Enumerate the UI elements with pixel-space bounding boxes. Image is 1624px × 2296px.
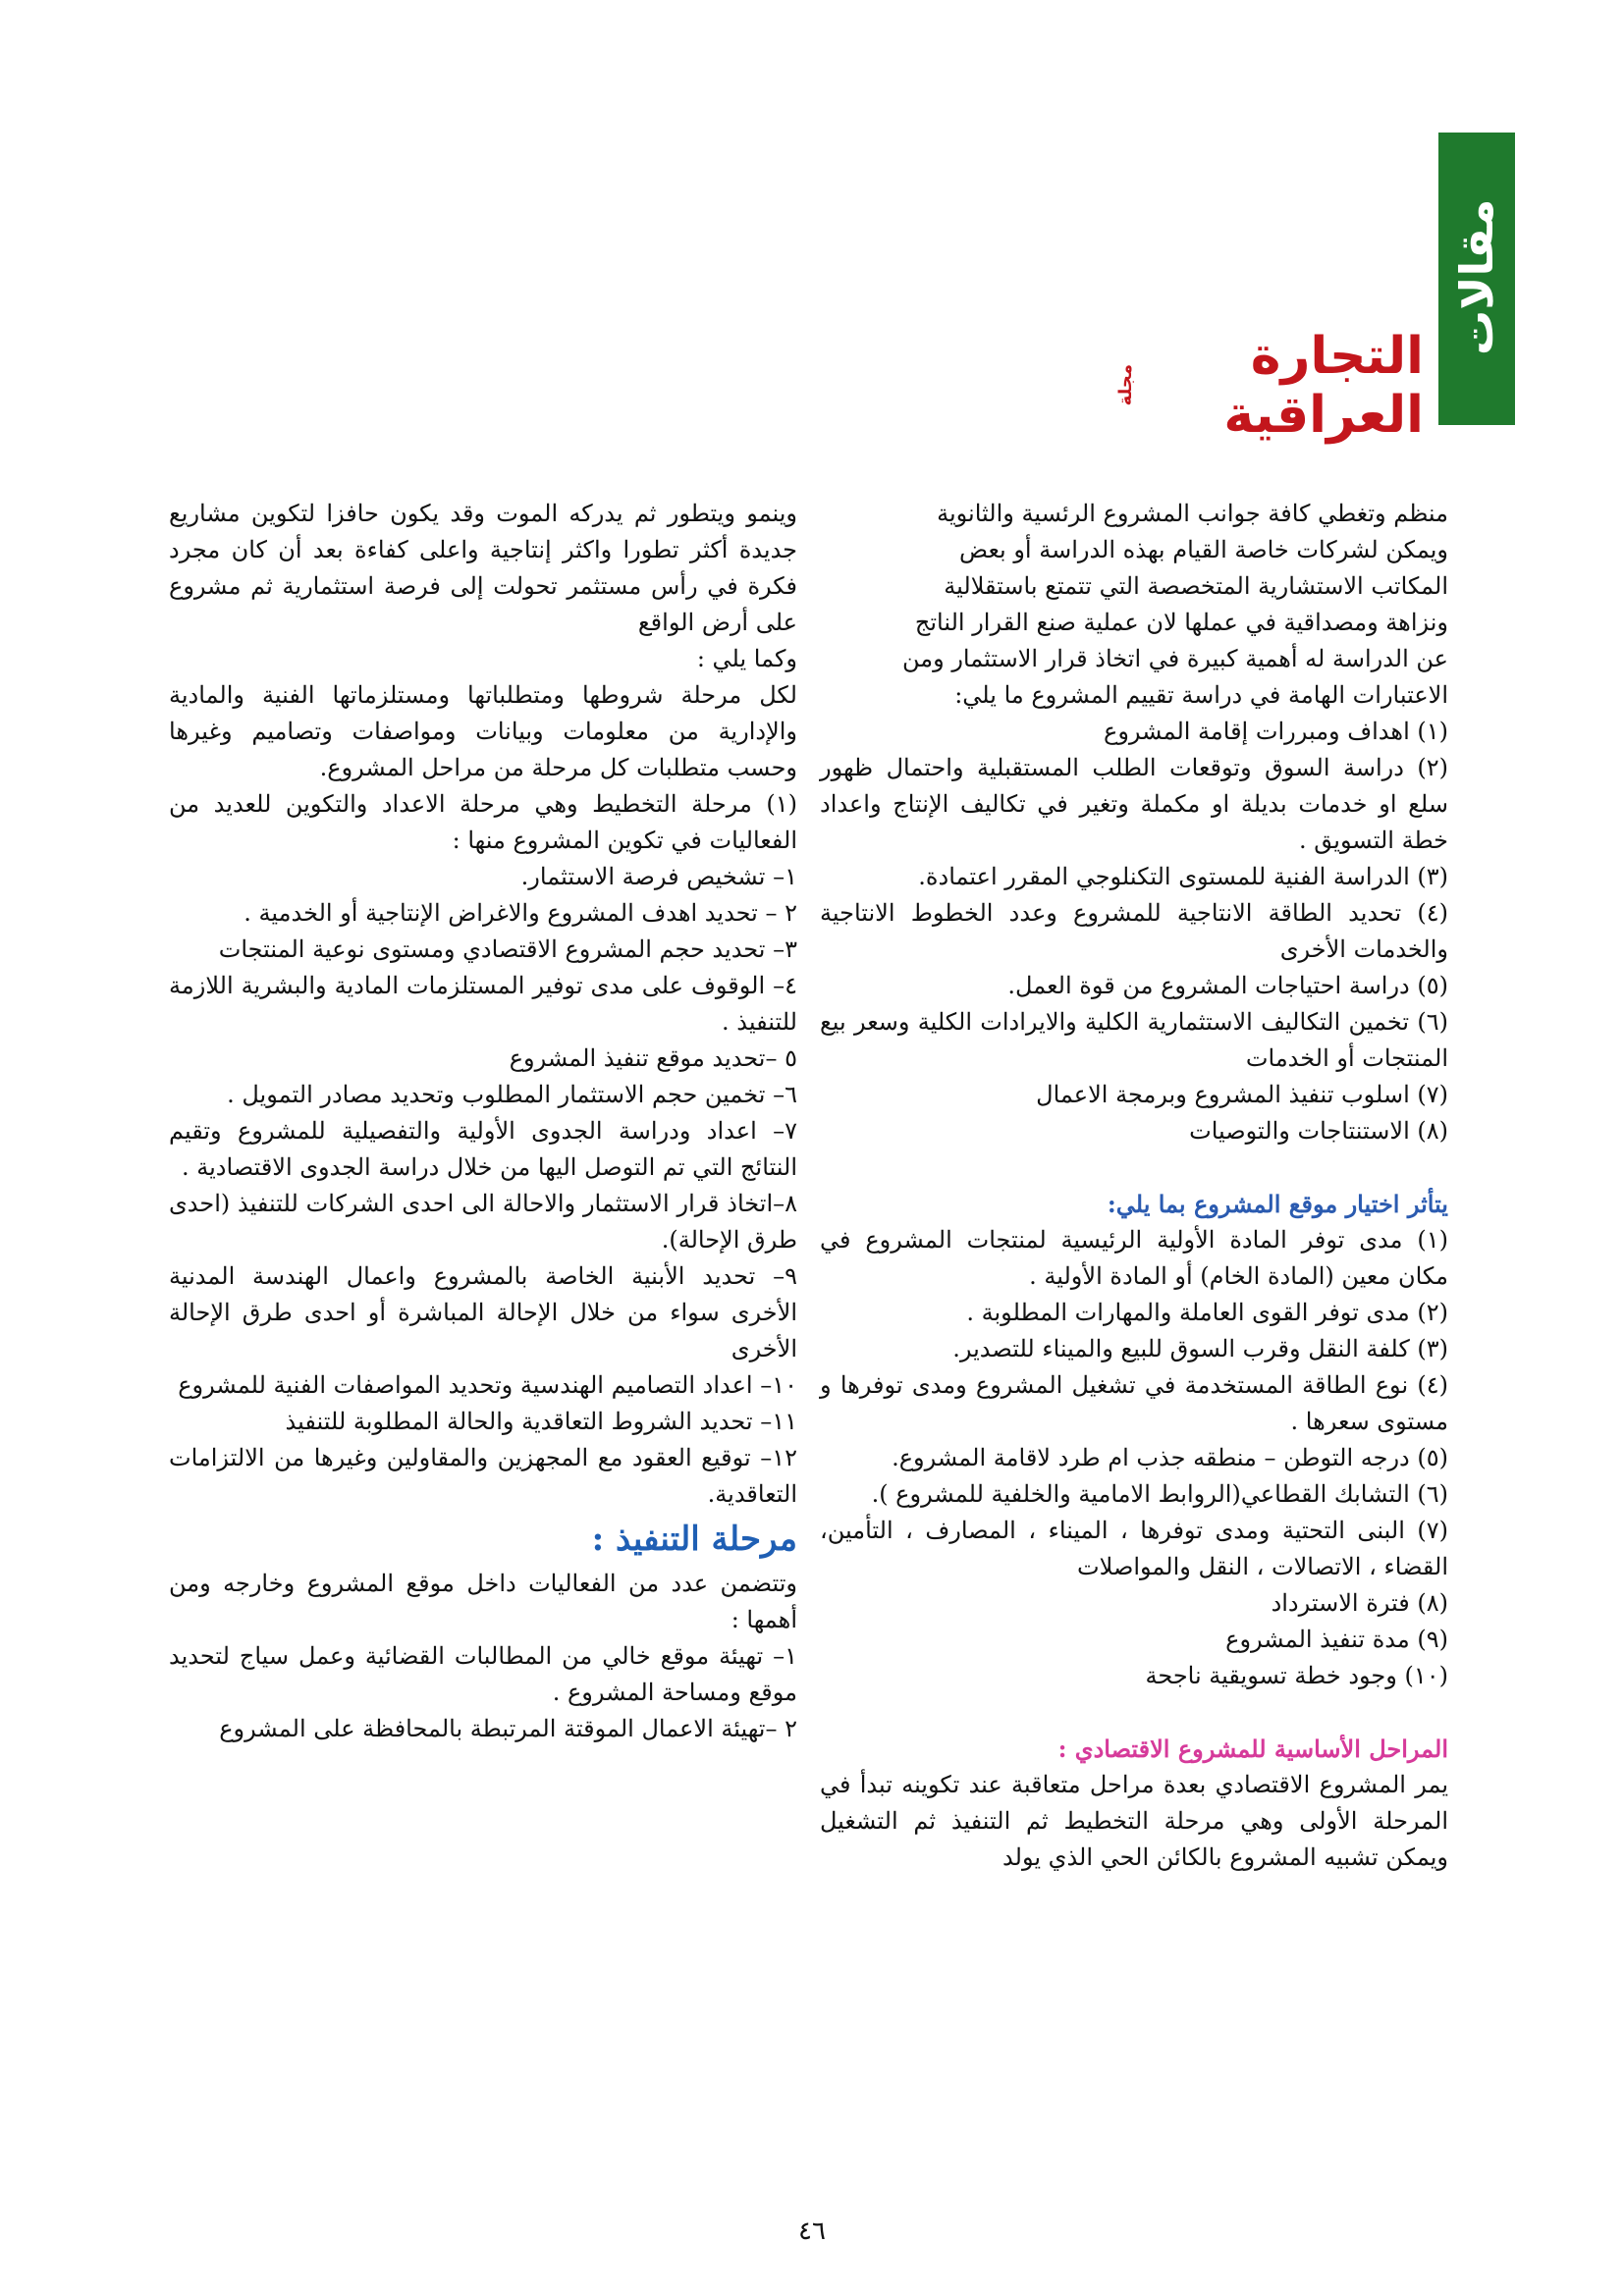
list-item: ٥ –تحديد موقع تنفيذ المشروع [509, 1044, 797, 1072]
left-column [169, 496, 797, 1747]
list-item: ١٠– اعداد التصاميم الهندسية وتحديد المواصفات الفنية للمشروع [178, 1371, 797, 1399]
list-item: (٨) فترة الاسترداد [1271, 1589, 1448, 1617]
each-stage-paragraph: لكل مرحلة شروطها ومتطلباتها ومستلزماتها الفنية والمادية والإدارية من معلومات وبيانات ومواصفات وتصاميم وغيرها وحسب متطلبات كل مرحلة من مراحل المشروع. [169, 681, 797, 781]
intro-line: منظم وتغطي كافة جوانب المشروع الرئسية والثانوية [937, 500, 1448, 527]
list-item: ٢ – تحديد اهدف المشروع والاغراض الإنتاجية أو الخدمية . [244, 899, 797, 927]
list-item: (٧) البنى التحتية ومدى توفرها ، الميناء ، المصارف ، التأمين، القضاء ، الاتصالات ، النقل والمواصلات [820, 1517, 1448, 1580]
stages-paragraph: يمر المشروع الاقتصادي بعدة مراحل متعاقبة عند تكوينه تبدأ في المرحلة الأولى وهي مرحلة التخطيط ثم التنفيذ ثم التشغيل ويمكن تشبيه المشروع بالكائن الحي الذي يولد [820, 1771, 1448, 1871]
intro-line: عن الدراسة له أهمية كبيرة في اتخاذ قرار الاستثمار ومن [901, 645, 1448, 672]
list-item: (٢) دراسة السوق وتوقعات الطلب المستقبلية واحتمال ظهور سلع او خدمات بديلة او مكملة وتغير في تكاليف الإنتاج واعداد خطة التسويق . [820, 754, 1448, 854]
location-heading: يتأثر اختيار موقع المشروع بما يلي: [1107, 1190, 1448, 1218]
list-item: ٧– اعداد ودراسة الجدوى الأولية والتفصيلية للمشروع وتقيم النتائج التي تم التوصل اليها من خلال دراسة الجدوى الاقتصادية . [169, 1117, 797, 1181]
right-column [820, 496, 1448, 1876]
list-item: ١١– تحديد الشروط التعاقدية والحالة المطلوبة للتنفيذ [285, 1408, 797, 1435]
execution-intro: وتتضمن عدد من الفعاليات داخل موقع المشروع وخارجه ومن أهمها : [169, 1570, 797, 1633]
logo-title: التجارة العراقية [1223, 326, 1424, 445]
intro-paragraph: وينمو ويتطور ثم يدركه الموت وقد يكون حافزا لتكوين مشاريع جديدة أكثر تطورا واكثر إنتاجية واعلى كفاءة بعد أن كان مجرد فكرة في رأس مستثمر تحولت إلى فرصة استثمارية ثم مشروع على أرض الواقع [169, 500, 797, 636]
list-item: ١– تهيئة موقع خالي من المطالبات القضائية وعمل سياج لتحديد موقع ومساحة المشروع . [169, 1642, 798, 1706]
list-item: ١٢– توقيع العقود مع المجهزين والمقاولين وغيرها من الالتزامات التعاقدية. [169, 1444, 797, 1508]
stages-heading: المراحل الأساسية للمشروع الاقتصادي : [1057, 1735, 1448, 1763]
list-item: (٢) مدى توفر القوى العاملة والمهارات المطلوبة . [966, 1299, 1448, 1326]
list-item: (٥) دراسة احتياجات المشروع من قوة العمل. [1007, 972, 1448, 999]
list-item: (١٠) وجود خطة تسويقية ناجحة [1145, 1662, 1448, 1689]
list-item: (١) اهداف ومبررات إقامة المشروع [1104, 718, 1448, 745]
intro-line: المكاتب الاستشارية المتخصصة التي تتمتع باستقلالية [944, 572, 1448, 600]
list-item: (٣) كلفة النقل وقرب السوق للبيع والميناء للتصدير. [952, 1335, 1448, 1362]
list-item: (١) مدى توفر المادة الأولية الرئيسية لمنتجات المشروع في مكان معين (المادة الخام) أو المادة الأولية . [820, 1226, 1448, 1290]
list-item: ٨–اتخاذ قرار الاستثمار والاحالة الى احدى الشركات للتنفيذ (احدى طرق الإحالة). [169, 1190, 797, 1254]
list-item: ٢ –تهيئة الاعمال الموقتة المرتبطة بالمحافظة على المشروع [219, 1715, 797, 1742]
list-item: (٤) تحديد الطاقة الانتاجية للمشروع وعدد الخطوط الانتاجية والخدمات الأخرى [820, 899, 1448, 963]
list-item: (٨) الاستنتاجات والتوصيات [1189, 1117, 1448, 1145]
page-number: ٤٦ [798, 2216, 826, 2246]
intro-line: ونزاهة ومصداقية في عملها لان عملية صنع القرار الناتج [914, 609, 1448, 636]
list-item: ٦– تخمين حجم الاستثمار المطلوب وتحديد مصادر التمويل . [227, 1081, 797, 1108]
list-item: ١– تشخيص فرصة الاستثمار. [520, 863, 797, 890]
intro-line: الاعتبارات الهامة في دراسة تقييم المشروع ما يلي: [954, 681, 1448, 709]
execution-heading: مرحلة التنفيذ : [591, 1520, 797, 1559]
list-item: ٤– الوقوف على مدى توفير المستلزمات المادية والبشرية اللازمة للتنفيذ . [169, 972, 797, 1036]
list-item: (٧) اسلوب تنفيذ المشروع وبرمجة الاعمال [1036, 1081, 1448, 1108]
list-item: (٦) تخمين التكاليف الاستثمارية الكلية والايرادات الكلية وسعر بيع المنتجات أو الخدمات [820, 1008, 1448, 1072]
logo-prefix: مجلة [1115, 364, 1136, 406]
intro-line: ويمكن لشركات خاصة القيام بهذه الدراسة أو بعض [959, 536, 1448, 563]
planning-paragraph: (١) مرحلة التخطيط وهي مرحلة الاعداد والتكوين للعديد من الفعاليات في تكوين المشروع منها : [169, 790, 797, 854]
list-item: (٣) الدراسة الفنية للمستوى التكنلوجي المقرر اعتمادة. [918, 863, 1448, 890]
list-item: (٦) التشابك القطاعي(الروابط الامامية والخلفية للمشروع ). [871, 1480, 1448, 1508]
list-item: (٤) نوع الطاقة المستخدمة في تشغيل المشروع ومدى توفرها و مستوى سعرها . [820, 1371, 1448, 1435]
magazine-logo [1110, 326, 1424, 445]
list-item: (٩) مدة تنفيذ المشروع [1225, 1626, 1448, 1653]
as-follows: وكما يلي : [696, 645, 797, 672]
list-item: ٣– تحديد حجم المشروع الاقتصادي ومستوى نوعية المنتجات [218, 935, 797, 963]
list-item: (٥) درجه التوطن – منطقه جذب ام طرد لاقامة المشروع. [892, 1444, 1448, 1471]
section-label: مقالات [1450, 198, 1503, 356]
list-item: ٩– تحديد الأبنية الخاصة بالمشروع واعمال الهندسة المدنية الأخرى سواء من خلال الإحالة المباشرة أو احدى طرق الإحالة الأخرى [169, 1262, 797, 1362]
